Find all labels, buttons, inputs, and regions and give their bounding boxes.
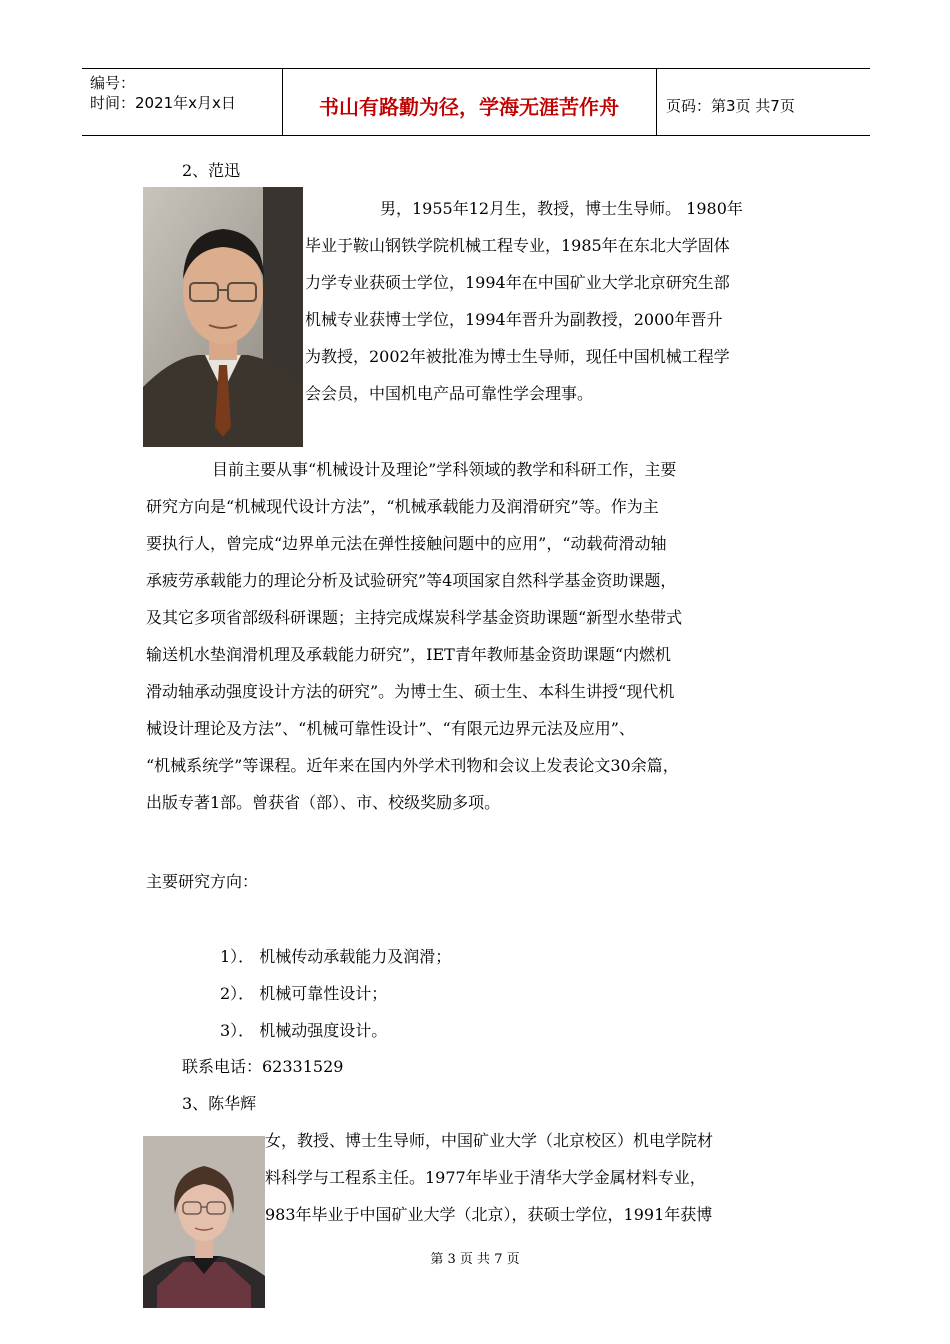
work-line-fanxun: 械设计理论及方法”、“机械可靠性设计”、“有限元边界元法及应用”、 bbox=[146, 719, 635, 738]
bio-line-fanxun: 会会员，中国机电产品可靠性学会理事。 bbox=[305, 384, 594, 403]
header-divider bbox=[656, 69, 657, 135]
work-line-fanxun: 承疲劳承载能力的理论分析及试验研究”等4项国家自然科学基金资助课题， bbox=[146, 571, 677, 590]
header-page-label: 页码：第3页 共7页 bbox=[666, 97, 795, 115]
work-line-fanxun: 输送机水垫润滑机理及承载能力研究”，IET青年教师基金资助课题“内燃机 bbox=[146, 645, 672, 664]
bio-line-fanxun: 男，1955年12月生，教授，博士生导师。 1980年 bbox=[380, 199, 743, 218]
work-line-fanxun: 滑动轴承动强度设计方法的研究”。为博士生、硕士生、本科生讲授“现代机 bbox=[146, 682, 675, 701]
header-number-label: 编号： bbox=[90, 74, 136, 92]
research-item: 3）． 机械动强度设计。 bbox=[220, 1021, 388, 1040]
work-line-fanxun: 研究方向是“机械现代设计方法”，“机械承载能力及润滑研究”等。作为主 bbox=[146, 497, 659, 516]
bio-line-fanxun: 为教授，2002年被批准为博士生导师，现任中国机械工程学 bbox=[305, 347, 730, 366]
work-line-fanxun: 目前主要从事“机械设计及理论”学科领域的教学和科研工作，主要 bbox=[212, 460, 677, 479]
header-time-label: 时间：2021年x月x日 bbox=[90, 94, 236, 112]
header-meta bbox=[90, 73, 236, 113]
portrait-photo-fanxun bbox=[143, 187, 303, 447]
work-line-fanxun: 及其它多项省部级科研课题；主持完成煤炭科学基金资助课题“新型水垫带式 bbox=[146, 608, 683, 627]
page-footer: 第 3 页 共 7 页 bbox=[430, 1252, 520, 1267]
bio-line-chenhuahui: 女，教授、博士生导师，中国矿业大学（北京校区）机电学院材 bbox=[265, 1131, 714, 1150]
research-item: 1）． 机械传动承载能力及润滑； bbox=[220, 947, 452, 966]
work-line-fanxun: “机械系统学”等课程。近年来在国内外学术刊物和会议上发表论文30余篇， bbox=[146, 756, 679, 775]
bio-line-fanxun: 毕业于鞍山钢铁学院机械工程专业，1985年在东北大学固体 bbox=[305, 236, 730, 255]
contact-phone: 联系电话：62331529 bbox=[182, 1057, 344, 1076]
work-line-fanxun: 要执行人，曾完成“边界单元法在弹性接触问题中的应用”，“动载荷滑动轴 bbox=[146, 534, 667, 553]
header-motto: 书山有路勤为径，学海无涯苦作舟 bbox=[319, 95, 619, 119]
bio-line-chenhuahui: 料科学与工程系主任。1977年毕业于清华大学金属材料专业， bbox=[265, 1168, 706, 1187]
bio-line-fanxun: 机械专业获博士学位，1994年晋升为副教授，2000年晋升 bbox=[305, 310, 723, 329]
portrait-photo-chenhuahui bbox=[143, 1136, 265, 1308]
work-line-fanxun: 出版专著1部。曾获省（部）、市、校级奖励多项。 bbox=[146, 793, 501, 812]
section-heading-chenhuahui: 3、陈华辉 bbox=[182, 1094, 257, 1113]
portrait-image bbox=[143, 187, 303, 447]
research-item: 2）． 机械可靠性设计； bbox=[220, 984, 388, 1003]
bio-line-chenhuahui: 983年毕业于中国矿业大学（北京），获硕士学位，1991年获博 bbox=[265, 1205, 713, 1224]
research-title: 主要研究方向： bbox=[146, 872, 259, 891]
page-header bbox=[82, 68, 870, 136]
section-heading-fanxun: 2、范迅 bbox=[182, 161, 241, 180]
portrait-image bbox=[143, 1136, 265, 1308]
bio-line-fanxun: 力学专业获硕士学位，1994年在中国矿业大学北京研究生部 bbox=[305, 273, 730, 292]
